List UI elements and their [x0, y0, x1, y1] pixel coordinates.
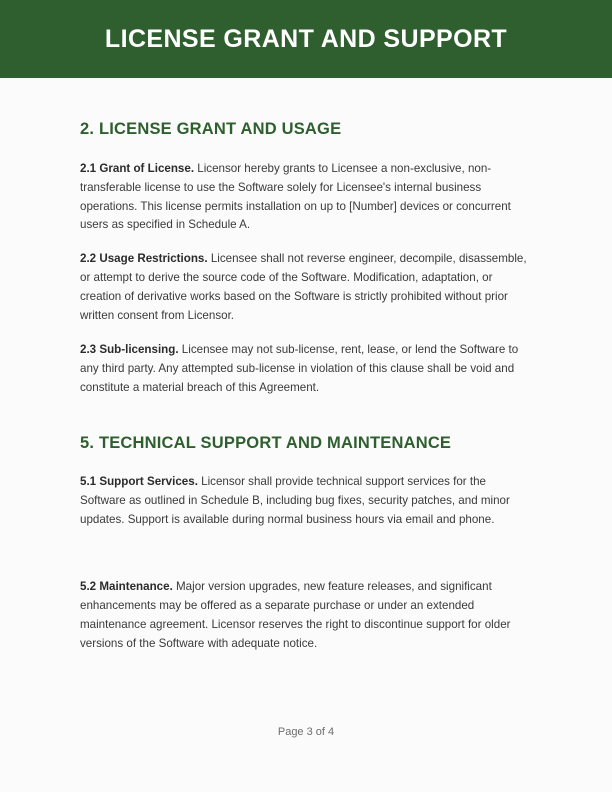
document-header-band: [0, 0, 612, 78]
clause-5-1: [80, 453, 532, 530]
clause-text-2-1: Licensor hereby grants to Licensee a non-exclusive, non-transferable license to use the Software solely for Licensee's internal business operations. This license permits installation on up to [Number] devices or concurrent users as specified in Schedule A.: [80, 161, 511, 232]
clause-2-2: [80, 235, 532, 326]
page-footer: [0, 722, 612, 740]
document-title: LICENSE GRANT AND SUPPORT: [104, 24, 508, 53]
section-technical-support-and-maintenance: [80, 398, 532, 654]
clause-text-5-1: Licensor shall provide technical support services for the Software as outlined in Schedule B, including bug fixes, security patches, and minor updates. Support is available during normal business hours via email and phone.: [80, 475, 510, 527]
clause-text-2-3: Licensee may not sub-license, rent, lease, or lend the Software to any third party. Any attempted sub-license in violation of this clause shall be void and constitute a material breach of this Agreement.: [80, 342, 519, 394]
clause-5-2: [80, 530, 532, 654]
section-heading-license-grant-and-usage: 2. LICENSE GRANT AND USAGE: [80, 120, 342, 138]
clause-2-1: [80, 140, 532, 236]
clause-label-5-1: 5.1 Support Services.: [80, 475, 198, 489]
clause-text-2-2: Licensee shall not reverse engineer, decompile, disassemble, or attempt to derive the source code of the Software. Modification, adaptation, or creation of derivative works based on the Software is strictly prohibited without prior written consent from Licensor.: [80, 252, 527, 323]
clause-2-3: [80, 326, 532, 398]
clause-label-5-2: 5.2 Maintenance.: [80, 580, 173, 594]
section-heading-technical-support-and-maintenance: 5. TECHNICAL SUPPORT AND MAINTENANCE: [80, 433, 452, 452]
clause-text-5-2: Major version upgrades, new feature releases, and significant enhancements may be offered as a separate purchase or under an extended maintenance agreement. Licensor reserves the right to discontinue support for older versions of the Software with adequate notice.: [80, 580, 511, 650]
clause-label-2-1: 2.1 Grant of License.: [80, 161, 195, 175]
clause-label-2-3: 2.3 Sub-licensing.: [80, 342, 179, 356]
document-content: [0, 78, 612, 792]
section-license-grant-and-usage: [80, 78, 532, 398]
page-number-label: Page 3 of 4: [277, 726, 335, 738]
clause-label-2-2: 2.2 Usage Restrictions.: [80, 252, 208, 266]
